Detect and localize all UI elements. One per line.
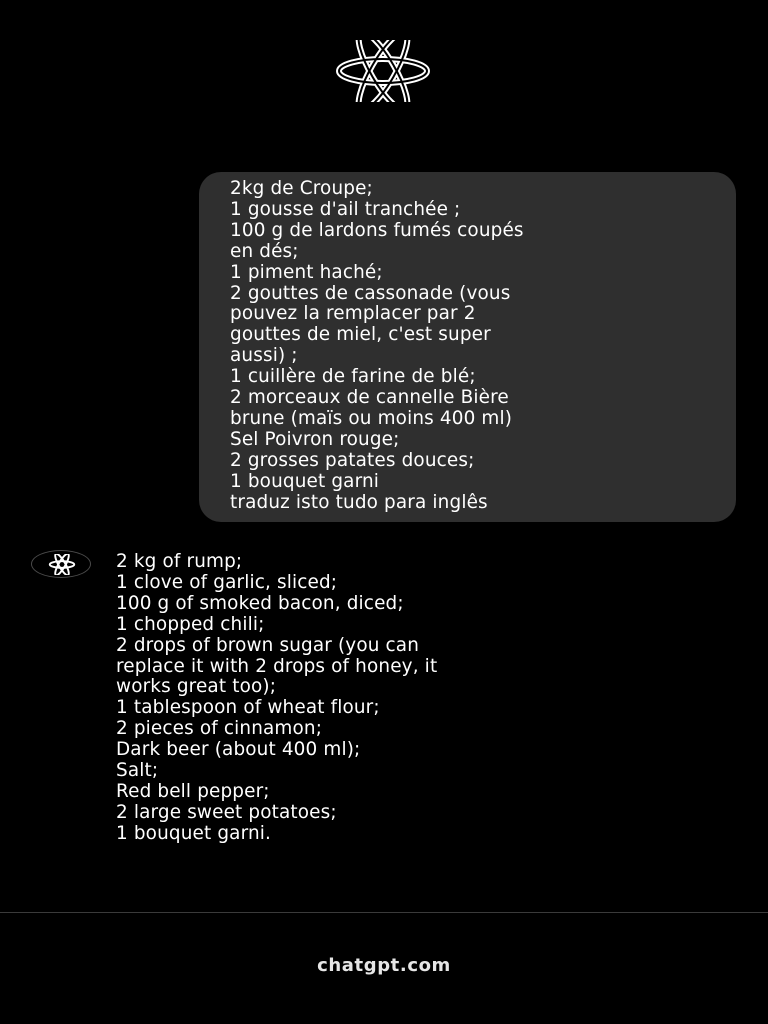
user-message-line: pouvez la remplacer par 2 [230, 303, 476, 325]
assistant-message-line: 1 clove of garlic, sliced; [116, 571, 338, 593]
assistant-avatar [31, 550, 91, 578]
assistant-message [116, 552, 736, 845]
user-message-line: gouttes de miel, c'est super [230, 324, 491, 346]
user-message-line: 2 gouttes de cassonade (vous [230, 282, 511, 304]
footer-divider [0, 912, 768, 913]
assistant-message-line: Salt; [116, 760, 159, 782]
assistant-message-line: Dark beer (about 400 ml); [116, 739, 361, 761]
assistant-message-line: 2 drops of brown sugar (you can [116, 634, 420, 656]
user-message-line: 1 cuillère de farine de blé; [230, 366, 476, 388]
assistant-message-line: replace it with 2 drops of honey, it [116, 655, 438, 677]
assistant-message-line: Red bell pepper; [116, 780, 270, 802]
user-message-line: en dés; [230, 240, 299, 262]
user-message-line: 1 gousse d'ail tranchée ; [230, 198, 461, 220]
user-message-line: 2 morceaux de cannelle Bière [230, 387, 509, 409]
openai-logo-icon [47, 554, 77, 575]
assistant-message-line: works great too); [116, 676, 277, 698]
assistant-message-line: 1 chopped chili; [116, 613, 265, 635]
assistant-message-line: 1 bouquet garni. [116, 822, 272, 844]
user-message-line: 1 bouquet garni [230, 470, 380, 492]
user-message-line: 2 grosses patates douces; [230, 449, 475, 471]
user-message-line: brune (maïs ou moins 400 ml) [230, 407, 513, 429]
user-message-line: Sel Poivron rouge; [230, 428, 400, 450]
assistant-message-line: 2 large sweet potatoes; [116, 801, 337, 823]
openai-logo-icon [329, 40, 437, 102]
user-message-bubble [199, 172, 736, 522]
user-message-line: aussi) ; [230, 345, 298, 367]
user-message-line: 2kg de Croupe; [230, 178, 373, 199]
assistant-message-line: 2 kg of rump; [116, 551, 243, 572]
user-message-line: 100 g de lardons fumés coupés [230, 219, 524, 241]
assistant-message-line: 100 g of smoked bacon, diced; [116, 592, 404, 614]
assistant-message-line: 1 tablespoon of wheat flour; [116, 697, 380, 719]
user-message-line: 1 piment haché; [230, 261, 383, 283]
assistant-message-line: 2 pieces of cinnamon; [116, 718, 323, 740]
footer-domain-label: chatgpt.com [317, 955, 451, 976]
user-message-line: traduz isto tudo para inglês [230, 491, 488, 513]
